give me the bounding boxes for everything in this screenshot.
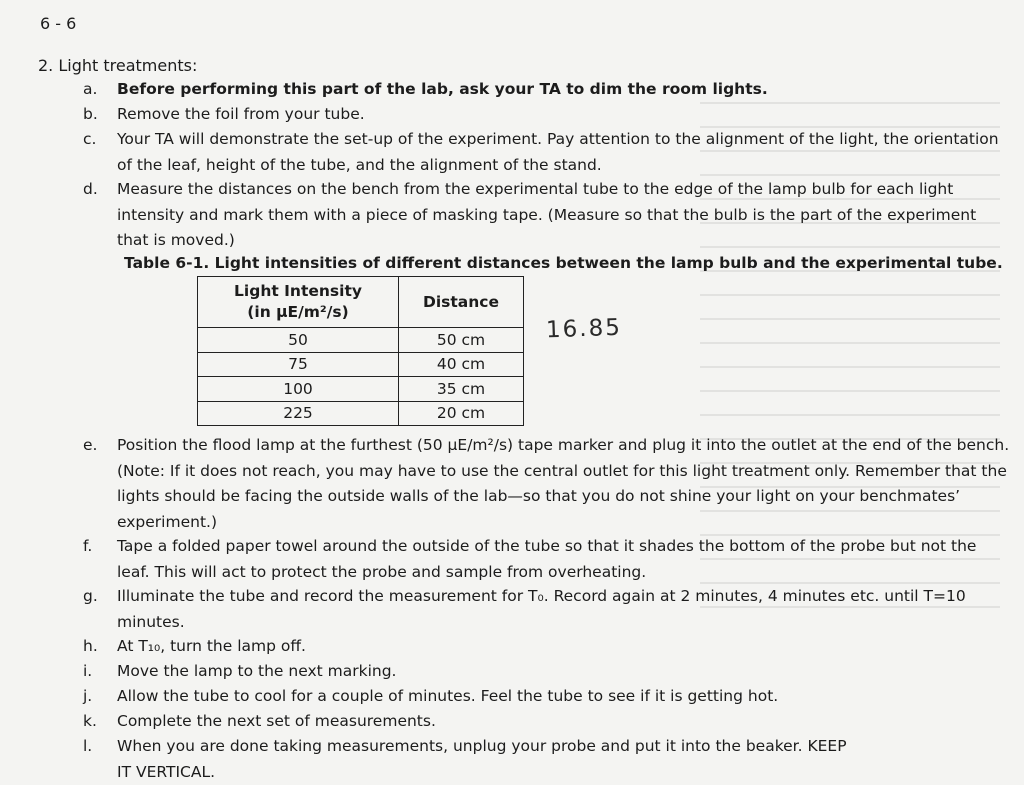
- step-g-text: Illuminate the tube and record the measurement for T₀. Record again at 2 minutes, 4 minutes etc. until T=10 minutes.: [117, 587, 966, 631]
- step-k-text: Complete the next set of measurements.: [117, 712, 436, 730]
- handwritten-note: 16.85: [545, 314, 623, 344]
- table-row: [198, 352, 524, 377]
- step-letter-i: i.: [83, 662, 93, 680]
- header-light-intensity-line1: Light Intensity: [234, 282, 362, 300]
- section-heading: 2. Light treatments:: [38, 56, 198, 75]
- distance-cell: 50 cm: [399, 328, 524, 353]
- table-header-row: [198, 277, 524, 328]
- table-row: [198, 377, 524, 402]
- header-light-intensity: [198, 277, 399, 328]
- step-letter-a: a.: [83, 80, 98, 98]
- step-letter-k: k.: [83, 712, 97, 730]
- step-letter-f: f.: [83, 537, 93, 555]
- table-row: [198, 328, 524, 353]
- step-letter-h: h.: [83, 637, 98, 655]
- step-letter-e: e.: [83, 436, 98, 454]
- step-f-text: Tape a folded paper towel around the outside of the tube so that it shades the bottom of the probe but not the leaf. This will act to protect the probe and sample from overheating.: [117, 537, 977, 581]
- distance-cell: 40 cm: [399, 352, 524, 377]
- step-c-text: Your TA will demonstrate the set-up of the experiment. Pay attention to the alignment of the light, the orientation of the leaf, height of the tube, and the alignment of the stand.: [117, 130, 999, 174]
- step-a-text: Before performing this part of the lab, ask your TA to dim the room lights.: [117, 80, 768, 98]
- step-h-text: At T₁₀, turn the lamp off.: [117, 637, 306, 655]
- step-l-text: When you are done taking measurements, unplug your probe and put it into the beaker. KEEP IT VERTICAL.: [117, 737, 847, 781]
- step-j-text: Allow the tube to cool for a couple of minutes. Feel the tube to see if it is getting hot.: [117, 687, 779, 705]
- step-d-text: Measure the distances on the bench from the experimental tube to the edge of the lamp bulb for each light intensity and mark them with a piece of masking tape. (Measure so that the bulb is the part of the experiment that is moved.): [117, 180, 977, 249]
- distance-cell: 20 cm: [399, 401, 524, 426]
- step-letter-l: l.: [83, 737, 93, 755]
- page-number: 6 - 6: [40, 14, 77, 33]
- step-letter-g: g.: [83, 587, 98, 605]
- step-letter-c: c.: [83, 130, 97, 148]
- step-letter-d: d.: [83, 180, 98, 198]
- step-e-text: Position the flood lamp at the furthest (50 μE/m²/s) tape marker and plug it into the outlet at the end of the bench. (Note: If it does not reach, you may have to use the central outlet for this light treatment only. Remember that the lights should be facing the outside walls of the lab—so that you do not shine your light on your benchmates’ experiment.): [117, 436, 1010, 531]
- step-b-text: Remove the foil from your tube.: [117, 105, 365, 123]
- intensity-cell: 75: [198, 352, 399, 377]
- header-light-intensity-line2: (in μE/m²/s): [247, 303, 349, 321]
- step-letter-b: b.: [83, 105, 98, 123]
- intensity-cell: 100: [198, 377, 399, 402]
- intensity-cell: 50: [198, 328, 399, 353]
- step-letter-j: j.: [83, 687, 93, 705]
- step-i-text: Move the lamp to the next marking.: [117, 662, 397, 680]
- distance-cell: 35 cm: [399, 377, 524, 402]
- table-caption: Table 6-1. Light intensities of different distances between the lamp bulb and the experimental tube.: [124, 254, 1003, 272]
- light-intensity-table: [197, 276, 524, 426]
- table-row: [198, 401, 524, 426]
- header-distance: Distance: [399, 277, 524, 328]
- intensity-cell: 225: [198, 401, 399, 426]
